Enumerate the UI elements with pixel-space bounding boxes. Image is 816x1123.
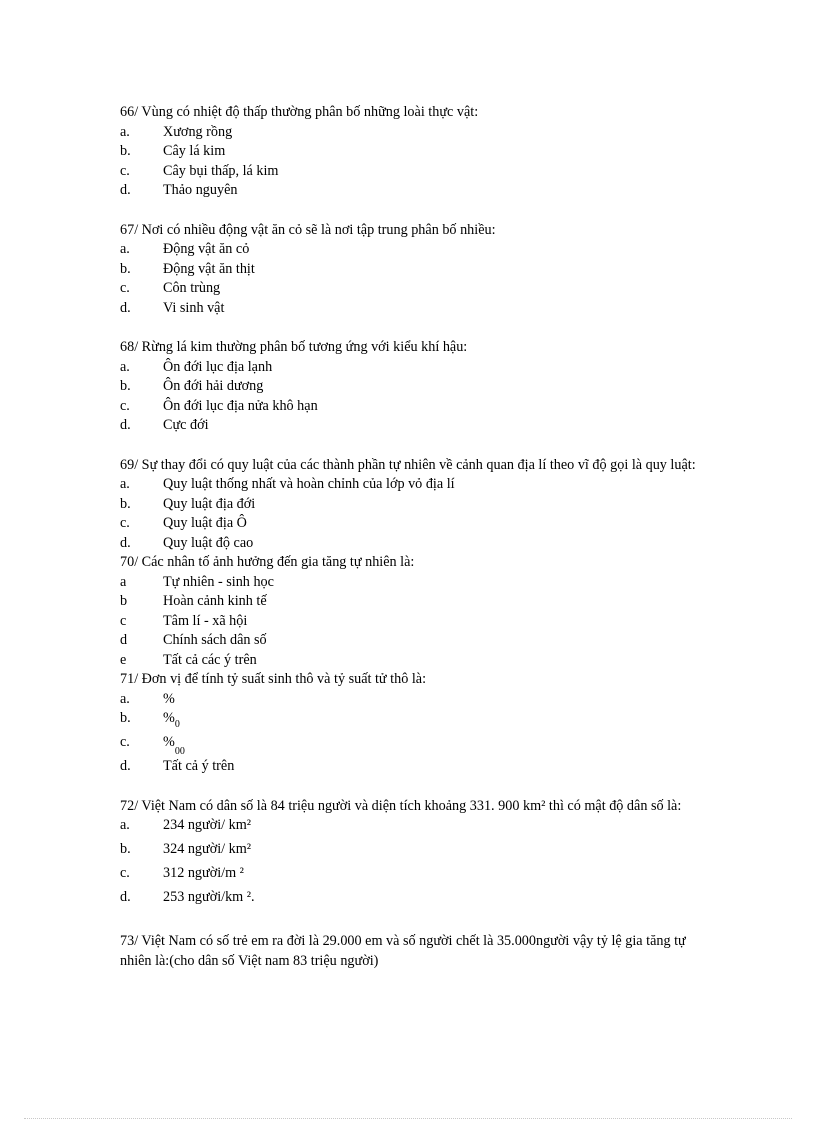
option-text: Quy luật địa đới: [163, 495, 256, 512]
option-label: b.: [120, 143, 131, 159]
option-text: Tất cả ý trên: [163, 758, 235, 774]
question-title: 66/ Vùng có nhiệt độ thấp thường phân bố những loài thực vật:: [120, 104, 479, 120]
option-text: [163, 709, 180, 730]
option-label: c.: [120, 734, 130, 750]
option-text: Tâm lí - xã hội: [163, 612, 248, 629]
option-text: Chính sách dân số: [163, 632, 267, 648]
option-a: [120, 475, 700, 495]
option-text: Cây bụi thấp, lá kim: [163, 162, 279, 179]
option-text: %: [163, 690, 175, 707]
option-label: c.: [120, 865, 130, 881]
option-c: [120, 162, 700, 182]
subscript: 0: [174, 719, 180, 730]
option-label: d.: [120, 534, 131, 551]
option-text: [163, 733, 185, 757]
option-label: a.: [120, 241, 130, 257]
option-a: [120, 573, 700, 593]
option-e: [120, 651, 700, 671]
option-text: Động vật ăn thịt: [163, 260, 255, 277]
option-text: Côn trùng: [163, 280, 221, 296]
option-b: [120, 592, 700, 612]
option-text: Quy luật thống nhất và hoàn chỉnh của lớp vỏ địa lí: [163, 476, 455, 492]
option-a: [120, 240, 700, 260]
question-72: [120, 797, 700, 913]
option-label: d.: [120, 299, 131, 316]
option-label: c.: [120, 397, 130, 414]
question-title: 70/ Các nhân tố ảnh hưởng đến gia tăng tự nhiên là:: [120, 554, 415, 570]
option-text: Hoàn cảnh kinh tế: [163, 593, 267, 609]
question-title: 72/ Việt Nam có dân số là 84 triệu người và diện tích khoảng 331. 900 km² thì có mật độ dân số là:: [120, 797, 682, 814]
document-page: [120, 103, 700, 971]
subscript: 00: [174, 746, 185, 757]
option-label: c.: [120, 162, 130, 179]
option-b: [120, 495, 700, 515]
page-bottom-border: [24, 1118, 792, 1119]
option-label: b.: [120, 841, 131, 857]
option-label: a.: [120, 476, 130, 492]
option-text: 312 người/m ²: [163, 865, 244, 881]
option-text: Cực đới: [163, 417, 209, 433]
option-text: Quy luật độ cao: [163, 534, 254, 551]
question-69: [120, 456, 700, 554]
spacer: [120, 318, 700, 338]
question-68: [120, 338, 700, 436]
option-text: Ôn đới hải dương: [163, 378, 264, 394]
question-title: 67/ Nơi có nhiều động vật ăn cỏ sẽ là nơi tập trung phân bố nhiều:: [120, 221, 496, 238]
question-66: [120, 103, 700, 201]
option-label: b.: [120, 260, 131, 277]
spacer: [120, 777, 700, 797]
option-text: Động vật ăn cỏ: [163, 241, 250, 257]
option-label: a.: [120, 817, 130, 833]
option-label: a: [120, 573, 127, 590]
option-label: b.: [120, 495, 131, 512]
option-b: [120, 377, 700, 397]
option-c: [120, 733, 700, 757]
option-text: Vi sinh vật: [163, 299, 225, 316]
option-b: [120, 840, 700, 864]
option-label: a.: [120, 690, 130, 707]
question-title: 69/ Sự thay đổi có quy luật của các thành phần tự nhiên về cảnh quan địa lí theo vĩ độ gọi là quy luật:: [120, 456, 696, 473]
option-label: b: [120, 593, 128, 609]
option-d: [120, 631, 700, 651]
option-text: Xương rồng: [163, 123, 233, 140]
question-title: 71/ Đơn vị để tính tỷ suất sinh thô và tỷ suất tử thô là:: [120, 671, 427, 687]
option-label: d.: [120, 417, 131, 433]
option-text: 253 người/km ².: [163, 889, 255, 905]
question-title: 68/ Rừng lá kim thường phân bố tương ứng với kiểu khí hậu:: [120, 339, 468, 355]
option-a: [120, 123, 700, 143]
option-label: c.: [120, 280, 130, 296]
option-d: [120, 888, 700, 912]
option-label: a.: [120, 123, 130, 140]
percent-sign: %: [163, 734, 175, 750]
option-label: c: [120, 612, 127, 629]
option-b: [120, 142, 700, 162]
option-d: [120, 416, 700, 436]
option-label: d.: [120, 889, 131, 905]
option-d: [120, 181, 700, 201]
option-d: [120, 757, 700, 777]
option-text: Tất cả các ý trên: [163, 651, 257, 668]
option-b: [120, 709, 700, 733]
option-a: [120, 816, 700, 840]
option-text: Quy luật địa Ô: [163, 515, 247, 531]
option-c: [120, 397, 700, 417]
option-label: d.: [120, 758, 131, 774]
question-73: [120, 932, 700, 971]
spacer: [120, 436, 700, 456]
option-text: Thảo nguyên: [163, 182, 238, 198]
question-67: [120, 221, 700, 319]
option-label: b.: [120, 378, 131, 394]
option-text: Tự nhiên - sinh học: [163, 573, 274, 590]
spacer: [120, 912, 700, 932]
option-label: e: [120, 651, 127, 668]
option-c: [120, 279, 700, 299]
option-label: d: [120, 632, 128, 648]
option-text: Ôn đới lục địa lạnh: [163, 358, 273, 375]
option-c: [120, 612, 700, 632]
spacer: [120, 201, 700, 221]
percent-sign: %: [163, 710, 175, 726]
option-a: [120, 690, 700, 710]
option-label: d.: [120, 182, 131, 198]
option-text: 234 người/ km²: [163, 817, 252, 833]
question-title: 73/ Việt Nam có số trẻ em ra đời là 29.000 em và số người chết là 35.000người vậy tỷ lệ gia tăng tự nhiên là:(cho dân số Việt nam 83 triệu người): [120, 933, 686, 969]
option-text: 324 người/ km²: [163, 841, 252, 857]
option-b: [120, 260, 700, 280]
option-label: a.: [120, 358, 130, 375]
question-70: [120, 553, 700, 670]
option-text: Cây lá kim: [163, 143, 226, 159]
question-71: [120, 670, 700, 777]
option-c: [120, 864, 700, 888]
option-label: b.: [120, 710, 131, 726]
option-c: [120, 514, 700, 534]
option-label: c.: [120, 515, 130, 531]
option-text: Ôn đới lục địa nửa khô hạn: [163, 397, 318, 414]
option-d: [120, 299, 700, 319]
option-d: [120, 534, 700, 554]
option-a: [120, 358, 700, 378]
